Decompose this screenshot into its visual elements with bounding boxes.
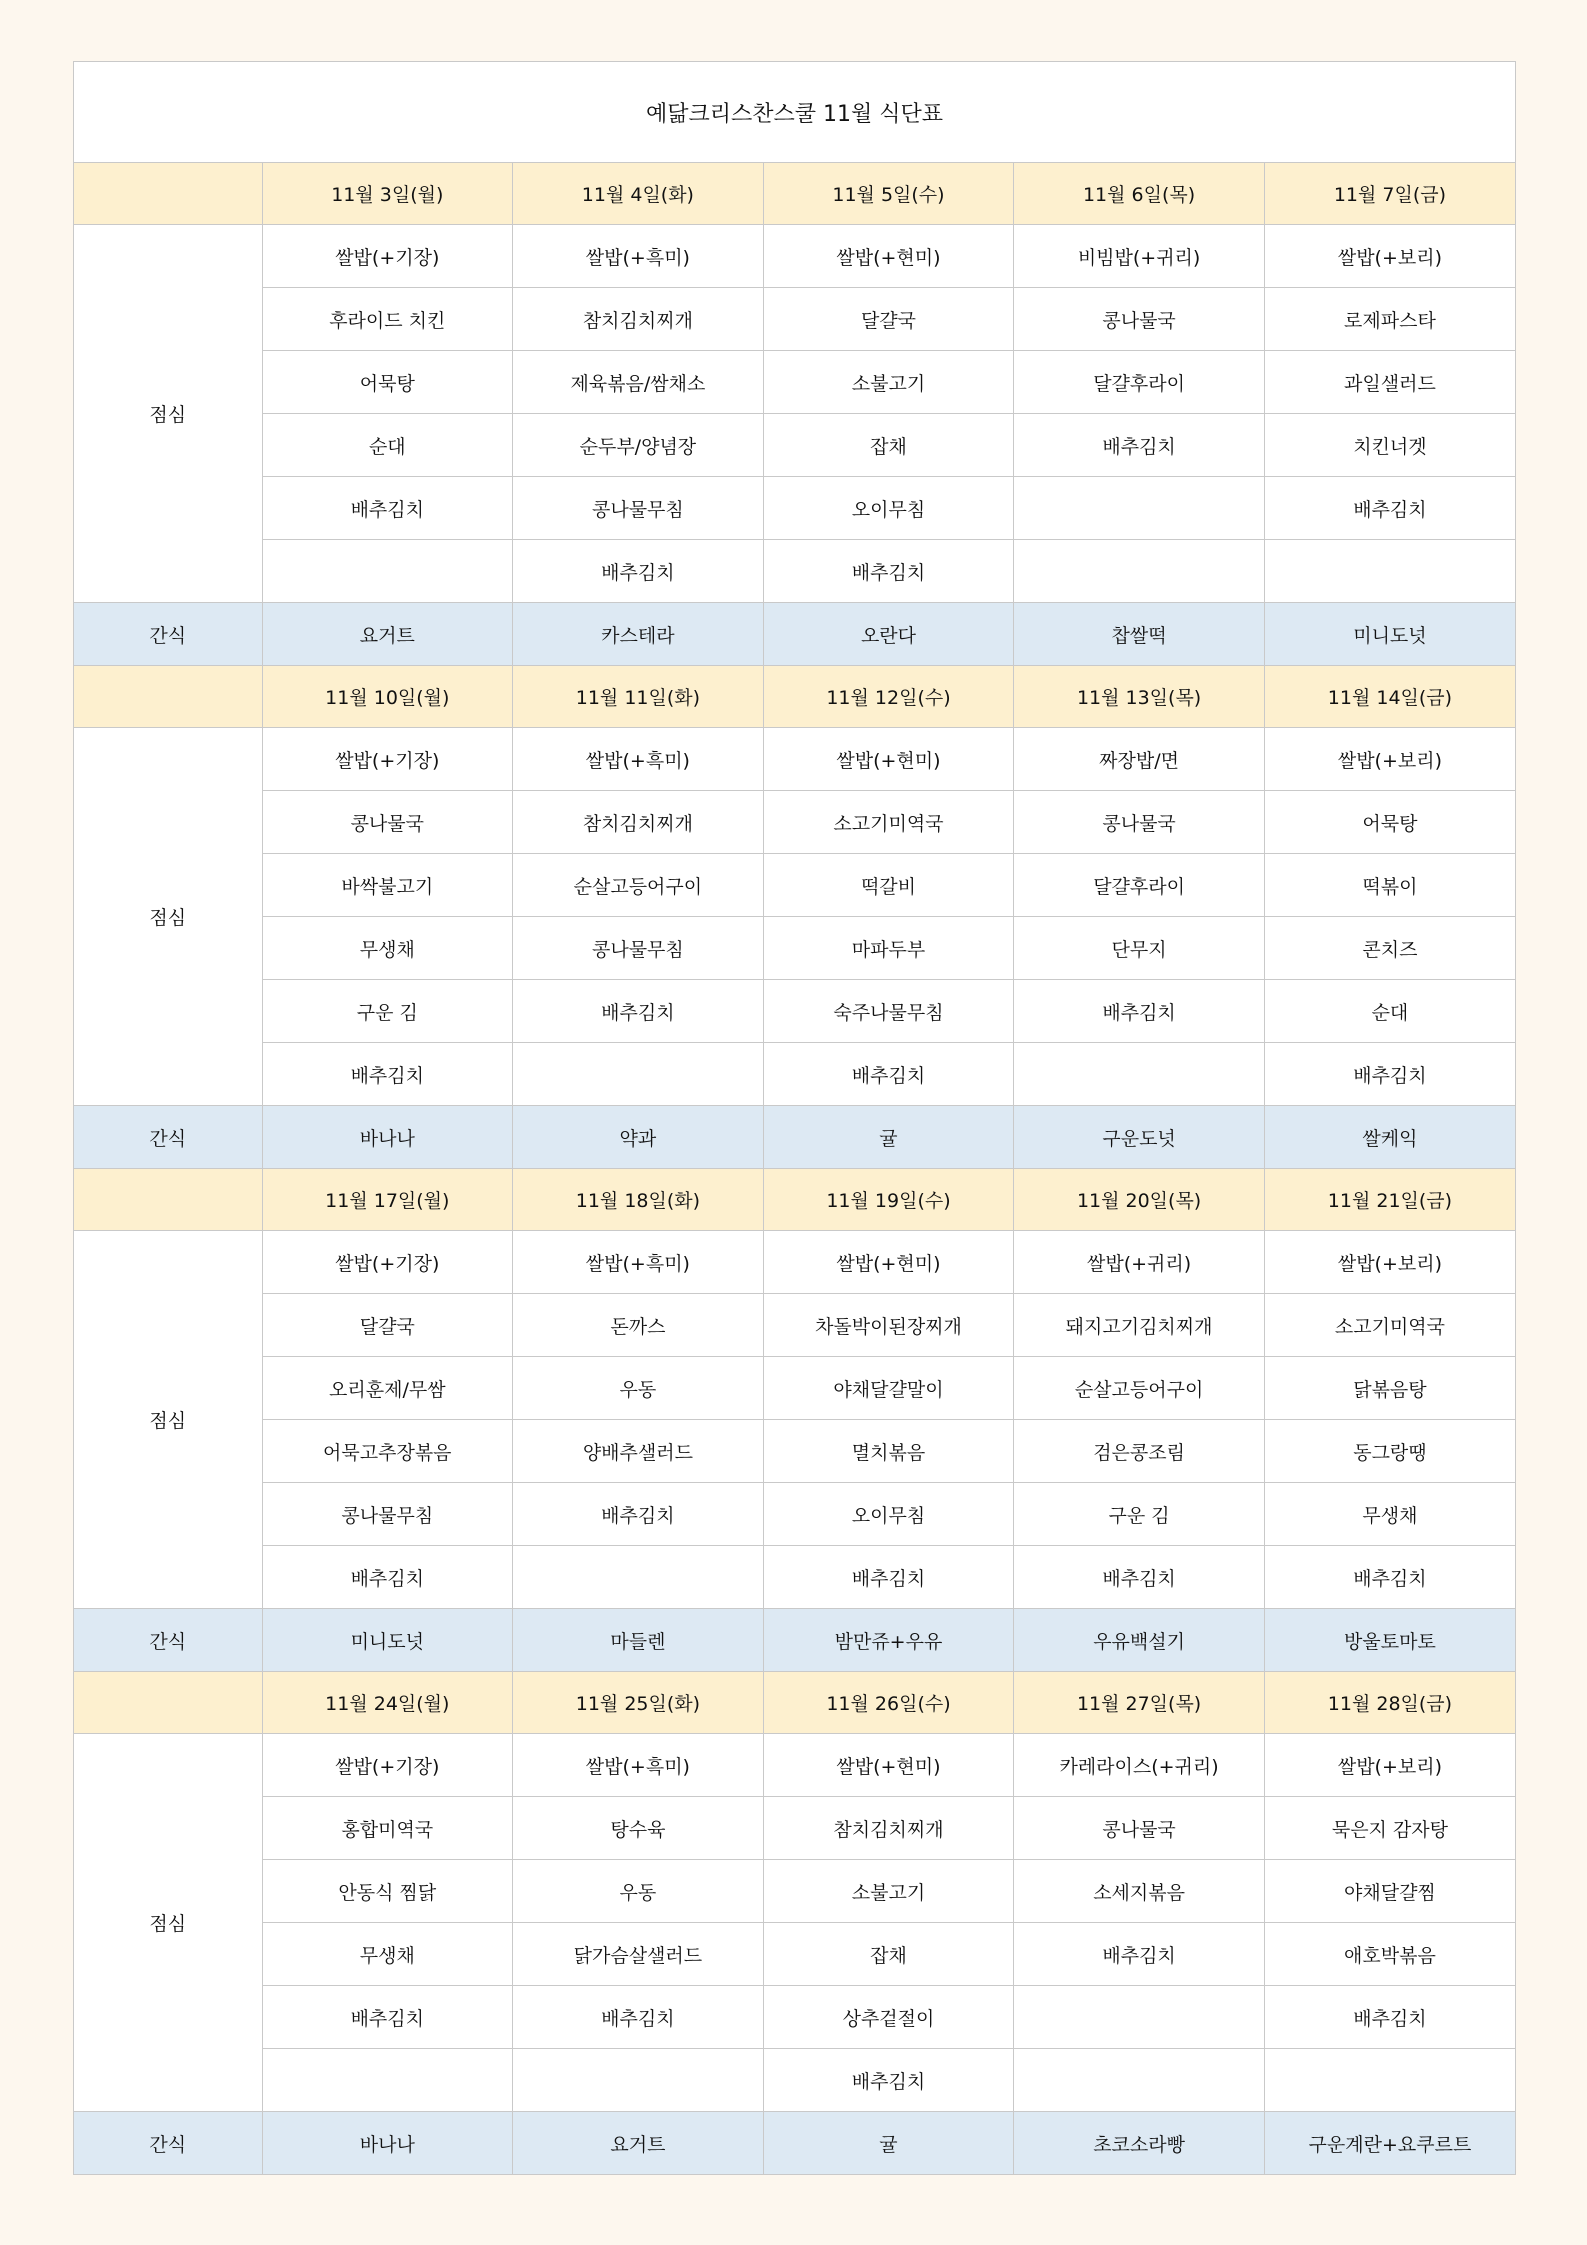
lunch-row [74, 1294, 1515, 1357]
lunch-item: 배추김치 [1014, 414, 1265, 477]
lunch-row [74, 1797, 1515, 1860]
lunch-item: 쌀밥(+기장) [262, 728, 513, 791]
snack-label: 간식 [74, 1106, 262, 1169]
date-cell: 11월 13일(목) [1014, 666, 1265, 728]
lunch-item: 순살고등어구이 [1014, 1357, 1265, 1420]
lunch-item: 바싹불고기 [262, 854, 513, 917]
lunch-item [1014, 1986, 1265, 2049]
snack-row [74, 2112, 1515, 2175]
lunch-item: 배추김치 [1264, 477, 1515, 540]
lunch-item: 쌀밥(+보리) [1264, 1734, 1515, 1797]
lunch-item: 배추김치 [763, 2049, 1014, 2112]
lunch-item: 비빔밥(+귀리) [1014, 225, 1265, 288]
lunch-item: 어묵탕 [262, 351, 513, 414]
lunch-item: 과일샐러드 [1264, 351, 1515, 414]
lunch-item: 쌀밥(+현미) [763, 728, 1014, 791]
lunch-item: 떡갈비 [763, 854, 1014, 917]
date-cell: 11월 7일(금) [1264, 163, 1515, 225]
lunch-item: 닭볶음탕 [1264, 1357, 1515, 1420]
lunch-row [74, 791, 1515, 854]
lunch-label: 점심 [74, 1734, 262, 2112]
lunch-item: 제육볶음/쌈채소 [513, 351, 764, 414]
lunch-item: 배추김치 [763, 1043, 1014, 1106]
snack-item: 구운계란+요쿠르트 [1264, 2112, 1515, 2175]
snack-item: 바나나 [262, 1106, 513, 1169]
lunch-item: 배추김치 [262, 1546, 513, 1609]
lunch-item: 쌀밥(+현미) [763, 1231, 1014, 1294]
lunch-item: 쌀밥(+기장) [262, 225, 513, 288]
lunch-item: 배추김치 [763, 540, 1014, 603]
lunch-item: 쌀밥(+흑미) [513, 225, 764, 288]
lunch-item: 닭가슴살샐러드 [513, 1923, 764, 1986]
lunch-row [74, 1043, 1515, 1106]
lunch-item: 어묵탕 [1264, 791, 1515, 854]
lunch-row [74, 351, 1515, 414]
lunch-item: 로제파스타 [1264, 288, 1515, 351]
lunch-row [74, 1357, 1515, 1420]
menu-sheet [73, 61, 1516, 2175]
date-cell: 11월 17일(월) [262, 1169, 513, 1231]
lunch-item: 콘치즈 [1264, 917, 1515, 980]
lunch-item: 단무지 [1014, 917, 1265, 980]
snack-item: 귤 [763, 1106, 1014, 1169]
lunch-row [74, 288, 1515, 351]
snack-item: 미니도넛 [262, 1609, 513, 1672]
lunch-item [1014, 1043, 1265, 1106]
lunch-label: 점심 [74, 225, 262, 603]
lunch-row [74, 414, 1515, 477]
lunch-item: 달걀국 [262, 1294, 513, 1357]
lunch-item: 배추김치 [262, 477, 513, 540]
snack-item: 찹쌀떡 [1014, 603, 1265, 666]
lunch-item: 소고기미역국 [1264, 1294, 1515, 1357]
lunch-item: 묵은지 감자탕 [1264, 1797, 1515, 1860]
lunch-item: 쌀밥(+귀리) [1014, 1231, 1265, 1294]
lunch-row [74, 917, 1515, 980]
lunch-item: 배추김치 [1264, 1546, 1515, 1609]
lunch-row [74, 1986, 1515, 2049]
lunch-row [74, 225, 1515, 288]
date-cell: 11월 26일(수) [763, 1672, 1014, 1734]
lunch-row [74, 1734, 1515, 1797]
snack-item: 요거트 [513, 2112, 764, 2175]
lunch-row [74, 728, 1515, 791]
snack-item: 마들렌 [513, 1609, 764, 1672]
lunch-item [513, 2049, 764, 2112]
snack-label: 간식 [74, 1609, 262, 1672]
lunch-item: 야채달걀찜 [1264, 1860, 1515, 1923]
page-title: 예닮크리스찬스쿨 11월 식단표 [74, 62, 1515, 163]
date-cell: 11월 4일(화) [513, 163, 764, 225]
snack-item: 카스테라 [513, 603, 764, 666]
lunch-item: 후라이드 치킨 [262, 288, 513, 351]
lunch-label: 점심 [74, 1231, 262, 1609]
date-row-label [74, 666, 262, 728]
snack-item: 오란다 [763, 603, 1014, 666]
lunch-item [513, 1546, 764, 1609]
date-row-label [74, 1169, 262, 1231]
lunch-item: 구운 김 [1014, 1483, 1265, 1546]
lunch-item: 쌀밥(+현미) [763, 225, 1014, 288]
date-row-label [74, 163, 262, 225]
snack-item: 약과 [513, 1106, 764, 1169]
lunch-item: 배추김치 [513, 1986, 764, 2049]
lunch-item: 참치김치찌개 [513, 288, 764, 351]
snack-label: 간식 [74, 2112, 262, 2175]
lunch-item: 우동 [513, 1357, 764, 1420]
lunch-row [74, 540, 1515, 603]
lunch-item: 짜장밥/면 [1014, 728, 1265, 791]
lunch-row [74, 1483, 1515, 1546]
lunch-item: 배추김치 [1264, 1043, 1515, 1106]
lunch-item: 양배추샐러드 [513, 1420, 764, 1483]
lunch-item: 차돌박이된장찌개 [763, 1294, 1014, 1357]
lunch-item: 동그랑땡 [1264, 1420, 1515, 1483]
lunch-item: 참치김치찌개 [513, 791, 764, 854]
lunch-item [1264, 540, 1515, 603]
lunch-item: 탕수육 [513, 1797, 764, 1860]
lunch-item: 배추김치 [1014, 1923, 1265, 1986]
lunch-item: 배추김치 [1014, 1546, 1265, 1609]
lunch-item: 잡채 [763, 414, 1014, 477]
lunch-item: 달걀후라이 [1014, 351, 1265, 414]
lunch-item: 소고기미역국 [763, 791, 1014, 854]
snack-item: 바나나 [262, 2112, 513, 2175]
date-cell: 11월 14일(금) [1264, 666, 1515, 728]
snack-item: 귤 [763, 2112, 1014, 2175]
lunch-item: 순두부/양념장 [513, 414, 764, 477]
lunch-item: 돼지고기김치찌개 [1014, 1294, 1265, 1357]
lunch-item: 달걀국 [763, 288, 1014, 351]
lunch-label: 점심 [74, 728, 262, 1106]
lunch-item: 순살고등어구이 [513, 854, 764, 917]
lunch-row [74, 477, 1515, 540]
snack-item: 초코소라빵 [1014, 2112, 1265, 2175]
date-cell: 11월 12일(수) [763, 666, 1014, 728]
lunch-item [513, 1043, 764, 1106]
date-cell: 11월 3일(월) [262, 163, 513, 225]
snack-item: 방울토마토 [1264, 1609, 1515, 1672]
snack-row [74, 1106, 1515, 1169]
lunch-item: 상추겉절이 [763, 1986, 1014, 2049]
lunch-item: 야채달걀말이 [763, 1357, 1014, 1420]
lunch-item: 순대 [1264, 980, 1515, 1043]
snack-item: 요거트 [262, 603, 513, 666]
lunch-item: 무생채 [1264, 1483, 1515, 1546]
lunch-item: 콩나물무침 [513, 917, 764, 980]
lunch-row [74, 1923, 1515, 1986]
snack-label: 간식 [74, 603, 262, 666]
lunch-item [1014, 2049, 1265, 2112]
lunch-item: 쌀밥(+기장) [262, 1734, 513, 1797]
lunch-item: 오이무침 [763, 1483, 1014, 1546]
date-cell: 11월 24일(월) [262, 1672, 513, 1734]
lunch-item: 잡채 [763, 1923, 1014, 1986]
lunch-item: 쌀밥(+보리) [1264, 728, 1515, 791]
lunch-item: 무생채 [262, 1923, 513, 1986]
lunch-item: 콩나물국 [1014, 1797, 1265, 1860]
lunch-item: 쌀밥(+기장) [262, 1231, 513, 1294]
date-cell: 11월 19일(수) [763, 1169, 1014, 1231]
date-cell: 11월 20일(목) [1014, 1169, 1265, 1231]
lunch-item: 배추김치 [262, 1043, 513, 1106]
lunch-item: 소세지볶음 [1014, 1860, 1265, 1923]
lunch-item: 배추김치 [513, 540, 764, 603]
date-cell: 11월 10일(월) [262, 666, 513, 728]
date-cell: 11월 27일(목) [1014, 1672, 1265, 1734]
lunch-item: 쌀밥(+현미) [763, 1734, 1014, 1797]
lunch-item: 치킨너겟 [1264, 414, 1515, 477]
date-row [74, 1169, 1515, 1231]
lunch-item: 오이무침 [763, 477, 1014, 540]
lunch-item: 콩나물국 [262, 791, 513, 854]
lunch-item: 어묵고추장볶음 [262, 1420, 513, 1483]
lunch-row [74, 980, 1515, 1043]
lunch-item: 오리훈제/무쌈 [262, 1357, 513, 1420]
lunch-item: 배추김치 [262, 1986, 513, 2049]
snack-row [74, 1609, 1515, 1672]
lunch-item: 무생채 [262, 917, 513, 980]
lunch-item: 마파두부 [763, 917, 1014, 980]
lunch-item: 카레라이스(+귀리) [1014, 1734, 1265, 1797]
lunch-item [262, 540, 513, 603]
snack-item: 우유백설기 [1014, 1609, 1265, 1672]
lunch-item [1014, 540, 1265, 603]
lunch-row [74, 854, 1515, 917]
menu-table [74, 163, 1515, 2174]
lunch-item: 홍합미역국 [262, 1797, 513, 1860]
lunch-item: 쌀밥(+흑미) [513, 1734, 764, 1797]
snack-item: 쌀케익 [1264, 1106, 1515, 1169]
date-row [74, 666, 1515, 728]
lunch-item: 배추김치 [513, 1483, 764, 1546]
date-cell: 11월 25일(화) [513, 1672, 764, 1734]
lunch-item: 소불고기 [763, 351, 1014, 414]
lunch-item [262, 2049, 513, 2112]
snack-row [74, 603, 1515, 666]
lunch-item: 쌀밥(+흑미) [513, 1231, 764, 1294]
date-cell: 11월 18일(화) [513, 1169, 764, 1231]
lunch-item: 애호박볶음 [1264, 1923, 1515, 1986]
date-cell: 11월 28일(금) [1264, 1672, 1515, 1734]
lunch-row [74, 1546, 1515, 1609]
lunch-item: 안동식 찜닭 [262, 1860, 513, 1923]
lunch-item: 멸치볶음 [763, 1420, 1014, 1483]
lunch-item: 배추김치 [1264, 1986, 1515, 2049]
lunch-item: 떡볶이 [1264, 854, 1515, 917]
date-cell: 11월 11일(화) [513, 666, 764, 728]
lunch-item [1014, 477, 1265, 540]
lunch-item: 돈까스 [513, 1294, 764, 1357]
lunch-item: 쌀밥(+흑미) [513, 728, 764, 791]
snack-item: 밤만쥬+우유 [763, 1609, 1014, 1672]
lunch-item: 순대 [262, 414, 513, 477]
lunch-item: 콩나물국 [1014, 791, 1265, 854]
lunch-row [74, 1420, 1515, 1483]
lunch-item: 검은콩조림 [1014, 1420, 1265, 1483]
lunch-item: 콩나물국 [1014, 288, 1265, 351]
lunch-item: 배추김치 [1014, 980, 1265, 1043]
snack-item: 미니도넛 [1264, 603, 1515, 666]
date-row [74, 163, 1515, 225]
lunch-item: 소불고기 [763, 1860, 1014, 1923]
lunch-row [74, 1860, 1515, 1923]
lunch-item: 배추김치 [763, 1546, 1014, 1609]
lunch-row [74, 1231, 1515, 1294]
date-cell: 11월 21일(금) [1264, 1169, 1515, 1231]
date-row-label [74, 1672, 262, 1734]
lunch-item: 구운 김 [262, 980, 513, 1043]
lunch-item: 배추김치 [513, 980, 764, 1043]
lunch-item [1264, 2049, 1515, 2112]
snack-item: 구운도넛 [1014, 1106, 1265, 1169]
date-cell: 11월 5일(수) [763, 163, 1014, 225]
lunch-item: 콩나물무침 [262, 1483, 513, 1546]
date-cell: 11월 6일(목) [1014, 163, 1265, 225]
lunch-item: 참치김치찌개 [763, 1797, 1014, 1860]
date-row [74, 1672, 1515, 1734]
lunch-item: 콩나물무침 [513, 477, 764, 540]
lunch-item: 숙주나물무침 [763, 980, 1014, 1043]
lunch-row [74, 2049, 1515, 2112]
lunch-item: 달걀후라이 [1014, 854, 1265, 917]
lunch-item: 쌀밥(+보리) [1264, 1231, 1515, 1294]
lunch-item: 쌀밥(+보리) [1264, 225, 1515, 288]
lunch-item: 우동 [513, 1860, 764, 1923]
